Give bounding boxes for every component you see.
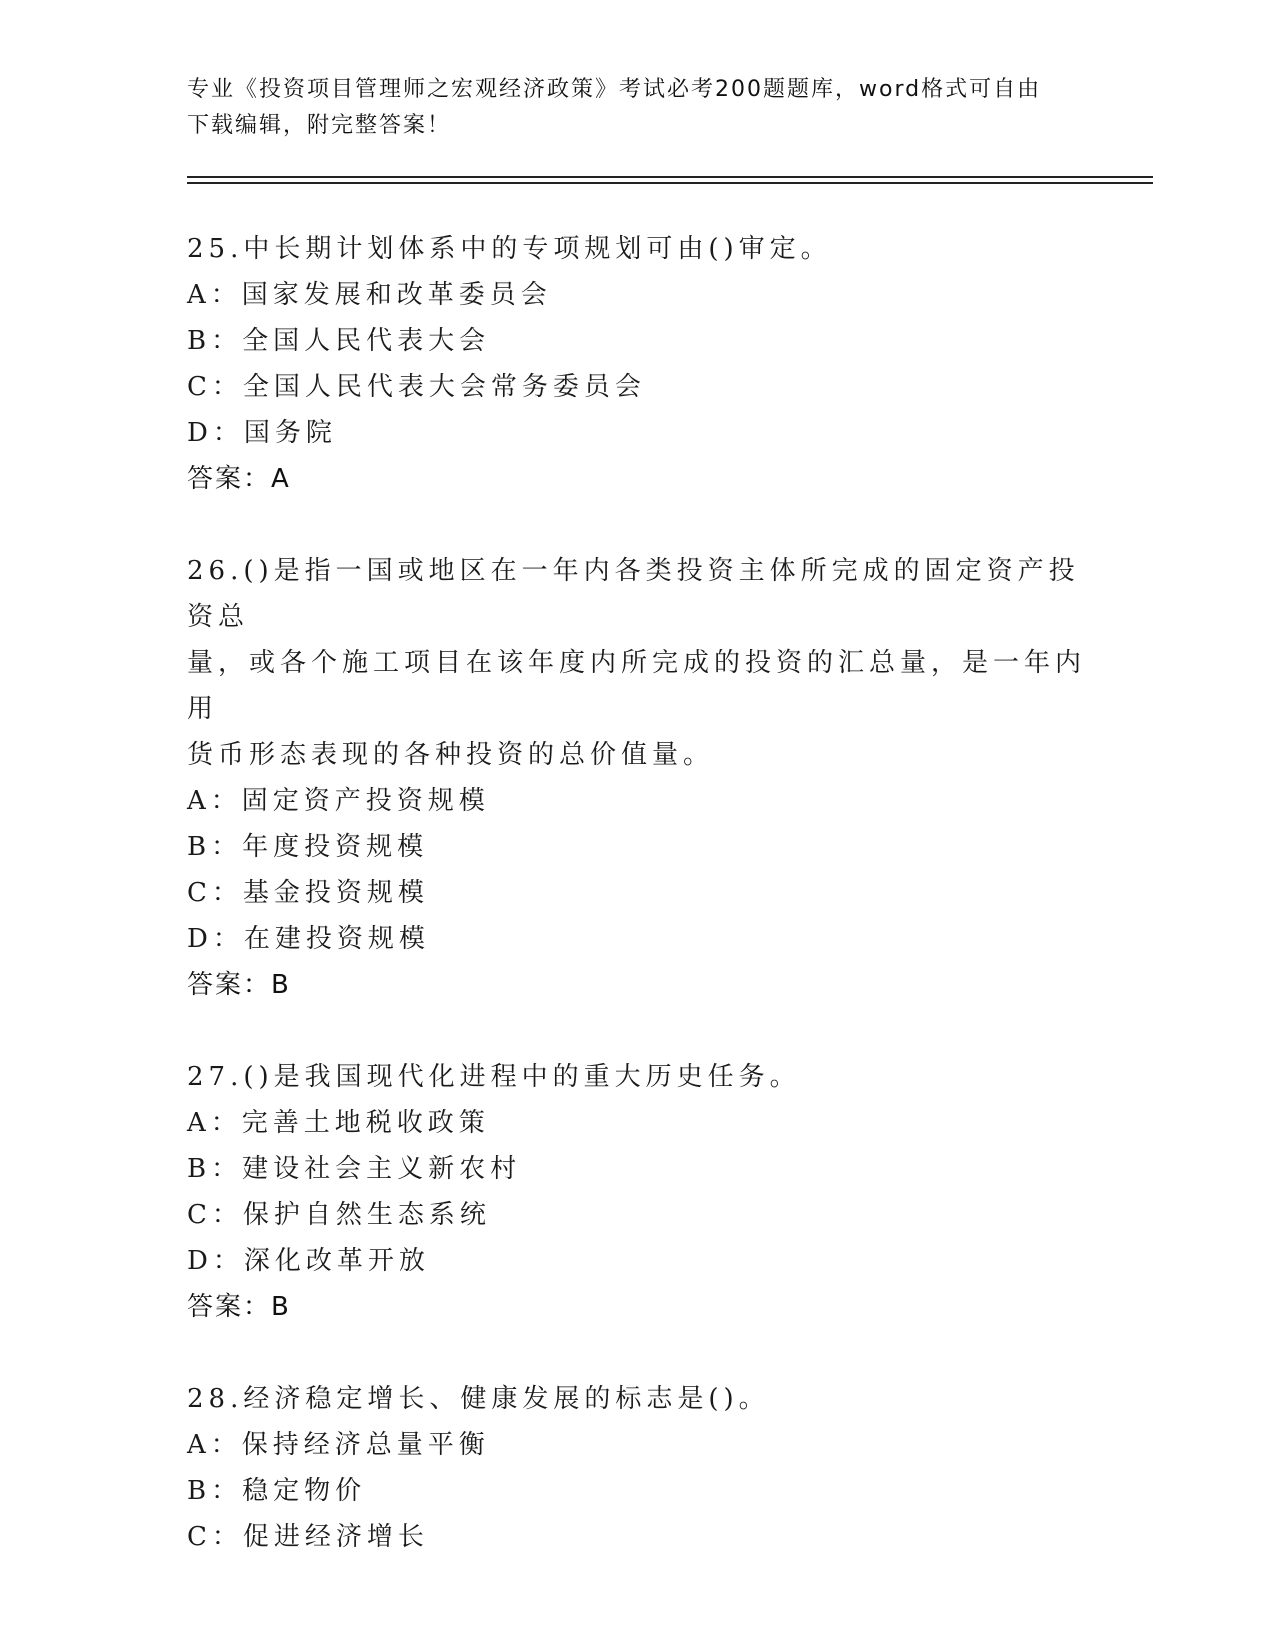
document-header <box>187 72 1087 144</box>
question-stem-line: 量，或各个施工项目在该年度内所完成的投资的汇总量，是一年内用 <box>187 648 1087 724</box>
option-d: D：在建投资规模 <box>187 924 430 954</box>
question-stem-line: 26.()是指一国或地区在一年内各类投资主体所完成的固定资产投资总 <box>187 556 1080 632</box>
option-a: A：国家发展和改革委员会 <box>187 280 552 310</box>
option-c: C：基金投资规模 <box>187 878 429 908</box>
option-b: B：建设社会主义新农村 <box>187 1154 522 1184</box>
question-28 <box>187 1376 1087 1560</box>
answer-label: 答案：B <box>187 1292 291 1322</box>
option-d: D：国务院 <box>187 418 337 448</box>
question-26 <box>187 548 1087 1008</box>
question-stem-line: 27.()是我国现代化进程中的重大历史任务。 <box>187 1062 801 1092</box>
option-c: C：全国人民代表大会常务委员会 <box>187 372 646 402</box>
question-stem-line: 25.中长期计划体系中的专项规划可由()审定。 <box>187 234 832 264</box>
option-b: B：稳定物价 <box>187 1476 367 1506</box>
question-stem <box>187 1376 1087 1422</box>
option-a: A：完善土地税收政策 <box>187 1108 490 1138</box>
question-stem-line: 货币形态表现的各种投资的总价值量。 <box>187 740 715 770</box>
question-stem <box>187 226 1087 272</box>
option-c: C：保护自然生态系统 <box>187 1200 491 1230</box>
answer-label: 答案：B <box>187 970 291 1000</box>
question-stem-line: 28.经济稳定增长、健康发展的标志是()。 <box>187 1384 770 1414</box>
option-d: D：深化改革开放 <box>187 1246 430 1276</box>
question-27 <box>187 1054 1087 1330</box>
option-b: B：全国人民代表大会 <box>187 326 491 356</box>
question-25 <box>187 226 1087 502</box>
option-c: C：促进经济增长 <box>187 1522 429 1552</box>
answer-label: 答案：A <box>187 464 291 494</box>
option-a: A：保持经济总量平衡 <box>187 1430 490 1460</box>
header-divider-top <box>187 176 1153 178</box>
header-line-1: 专业《投资项目管理师之宏观经济政策》考试必考200题题库，word格式可自由 <box>187 77 1042 102</box>
header-divider-bottom <box>187 182 1153 184</box>
question-stem <box>187 1054 1087 1100</box>
option-a: A：固定资产投资规模 <box>187 786 490 816</box>
question-list <box>187 226 1087 1606</box>
option-b: B：年度投资规模 <box>187 832 429 862</box>
question-stem <box>187 548 1087 778</box>
header-line-2: 下载编辑，附完整答案！ <box>187 113 452 138</box>
